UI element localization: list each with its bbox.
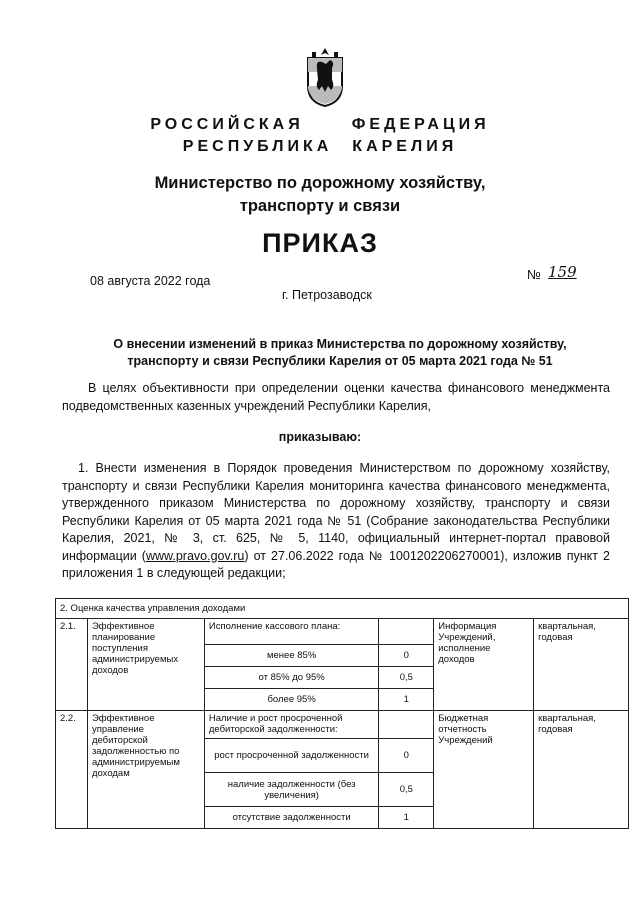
- period-cell: квартальная, годовая: [534, 619, 629, 711]
- document-subject: [80, 336, 600, 370]
- pravo-link[interactable]: www.pravo.gov.ru: [145, 548, 245, 563]
- item-1-text-end: ) от 27.06.2022 года № 1001202206270001), изложив пункт 2 приложения 1 в следующей редакции;: [62, 548, 610, 580]
- subject-line-1: О внесении изменений в приказ Министерства по дорожному хозяйству,: [113, 337, 567, 351]
- period-cell: квартальная, годовая: [534, 711, 629, 829]
- document-city: г. Петрозаводск: [282, 288, 372, 302]
- header-line-2: [0, 138, 640, 156]
- header-line-1: [0, 116, 640, 134]
- ministry-name-line-1: Министерство по дорожному хозяйству,: [154, 174, 486, 192]
- option-label-cell: отсутствие задолженности: [204, 807, 379, 829]
- option-score-cell: 0,5: [379, 773, 434, 807]
- table-row: [56, 619, 629, 645]
- score-header-cell: [379, 711, 434, 739]
- header-word-republic: РЕСПУБЛИКА: [182, 138, 333, 155]
- section-title-cell: 2. Оценка качества управления доходами: [56, 599, 629, 619]
- document-type: ПРИКАЗ: [262, 228, 378, 258]
- source-cell: Бюджетная отчетность Учреждений: [434, 711, 534, 829]
- table-row: [56, 711, 629, 739]
- row-number-cell: 2.1.: [56, 619, 88, 711]
- header-word-russian: РОССИЙСКАЯ: [150, 116, 304, 133]
- option-label-cell: более 95%: [204, 689, 379, 711]
- option-label-cell: менее 85%: [204, 645, 379, 667]
- criterion-cell: Исполнение кассового плана:: [204, 619, 379, 645]
- header-word-karelia: КАРЕЛИЯ: [352, 138, 458, 155]
- option-label-cell: наличие задолженности (без увеличения): [204, 773, 379, 807]
- indicator-name-cell: Эффективное планирование поступления администрируемых доходов: [87, 619, 204, 711]
- karelia-coat-of-arms-icon: [302, 46, 348, 108]
- ministry-name-line-2: транспорту и связи: [239, 197, 401, 215]
- order-word: приказываю:: [278, 430, 362, 444]
- option-label-cell: от 85% до 95%: [204, 667, 379, 689]
- document-date: 08 августа 2022 года: [90, 274, 211, 288]
- option-score-cell: 1: [379, 807, 434, 829]
- item-1-paragraph: [62, 460, 610, 583]
- number-label: №: [527, 267, 541, 282]
- option-score-cell: 0,5: [379, 667, 434, 689]
- quality-assessment-table: [55, 598, 629, 829]
- subject-line-2: транспорту и связи Республики Карелия от 05 марта 2021 года № 51: [127, 354, 553, 368]
- indicator-name-cell: Эффективное управление дебиторской задолженностью по администрируемым доходам: [87, 711, 204, 829]
- header-word-federation: ФЕДЕРАЦИЯ: [351, 116, 490, 133]
- row-number-cell: 2.2.: [56, 711, 88, 829]
- option-score-cell: 0: [379, 739, 434, 773]
- preamble-paragraph: В целях объективности при определении оценки качества финансового менеджмента подведомственных казенных учреждений Республики Карелия,: [62, 381, 610, 413]
- criterion-cell: Наличие и рост просроченной дебиторской задолженности:: [204, 711, 379, 739]
- table-section-row: [56, 599, 629, 619]
- option-score-cell: 1: [379, 689, 434, 711]
- score-header-cell: [379, 619, 434, 645]
- item-1-text-start: 1. Внести изменения в Порядок проведения Министерством по дорожному хозяйству, транспорту и связи Республики Карелия мониторинга качества финансового менеджмента, утвержденного приказом Министерства по дорожному хозяйству, транспорту и связи Республики Карелия от 05 марта 2021 года № 51 (Собрание законодательства Республики Карелия, 2021, № 3, ст. 625, № 5, 1140, официальный интернет-портал правовой информации (: [62, 461, 610, 563]
- option-score-cell: 0: [379, 645, 434, 667]
- document-number: 159: [548, 263, 577, 281]
- option-label-cell: рост просроченной задолженности: [204, 739, 379, 773]
- source-cell: Информация Учреждений, исполнение доходов: [434, 619, 534, 711]
